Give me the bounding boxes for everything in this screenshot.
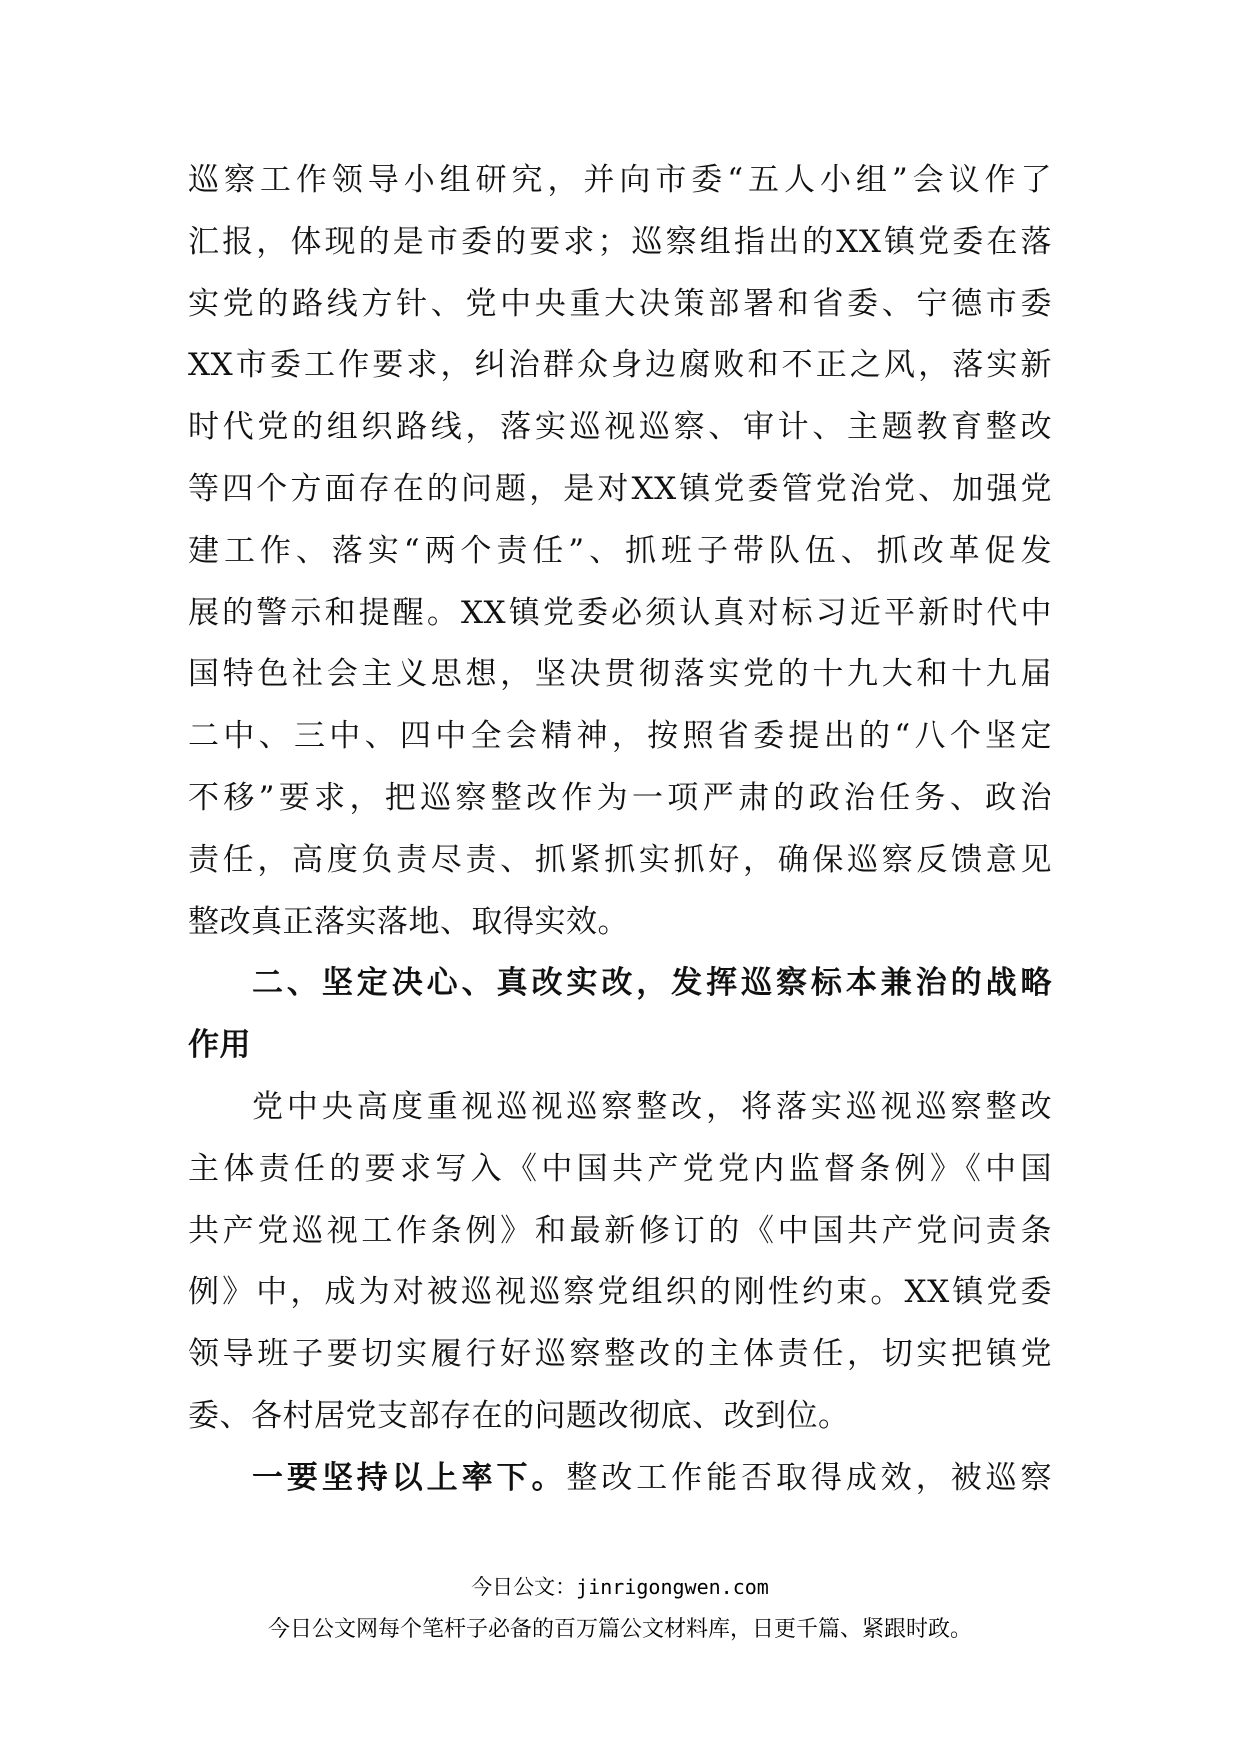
section-heading [188, 953, 1052, 1077]
text-line: 国特色社会主义思想，坚决贯彻落实党的十九大和十九届 [188, 656, 1052, 693]
text-line: 等四个方面存在的问题，是对XX镇党委管党治党、加强党 [188, 470, 1052, 507]
text-line: 整改真正落实落地、取得实效。 [188, 903, 629, 940]
footer-slogan: 今日公文网每个笔杆子必备的百万篇公文材料库，日更千篇、紧跟时政。 [267, 1617, 972, 1642]
text-line: 二中、三中、四中全会精神，按照省委提出的“八个坚定 [188, 718, 1052, 755]
text-line: 共产党巡视工作条例》和最新修订的《中国共产党问责条 [188, 1212, 1052, 1249]
text-line: 实党的路线方针、党中央重大决策部署和省委、宁德市委 [188, 285, 1052, 322]
heading-line: 作用 [188, 1027, 251, 1064]
text-line [188, 1448, 1052, 1510]
text-line: 时代党的组织路线，落实巡视巡察、审计、主题教育整改 [188, 409, 1052, 446]
text-line: 主体责任的要求写入《中国共产党党内监督条例》《中国 [188, 1150, 1052, 1187]
text-line: 汇报，体现的是市委的要求；巡察组指出的XX镇党委在落 [188, 223, 1052, 260]
text-line: 领导班子要切实履行好巡察整改的主体责任，切实把镇党 [188, 1336, 1052, 1373]
footer-site [0, 1571, 1240, 1601]
text-line: 建工作、落实“两个责任”、抓班子带队伍、抓改革促发 [188, 532, 1052, 569]
paragraph [188, 1077, 1052, 1448]
text-line: 党中央高度重视巡视巡察整改，将落实巡视巡察整改 [252, 1088, 1052, 1125]
paragraph [188, 150, 1052, 953]
bold-lead: 一要坚持以上率下。 [252, 1459, 567, 1496]
text-line: 展的警示和提醒。XX镇党委必须认真对标习近平新时代中 [188, 594, 1052, 631]
text-line: 巡察工作领导小组研究，并向市委“五人小组”会议作了 [188, 162, 1052, 198]
text-line: XX市委工作要求，纠治群众身边腐败和不正之风，落实新 [188, 347, 1052, 384]
text-line: 例》中，成为对被巡视巡察党组织的刚性约束。XX镇党委 [188, 1274, 1052, 1311]
site-label: 今日公文： [471, 1575, 577, 1599]
heading-line: 二、坚定决心、真改实改，发挥巡察标本兼治的战略 [252, 965, 1052, 1002]
text-line: 不移”要求，把巡察整改作为一项严肃的政治任务、政治 [188, 779, 1052, 816]
text-run: 整改工作能否取得成效，被巡察 [566, 1459, 1053, 1496]
document-body [188, 150, 1052, 1510]
paragraph [188, 1448, 1052, 1510]
text-line: 委、各村居党支部存在的问题改彻底、改到位。 [188, 1397, 850, 1434]
text-line: 责任，高度负责尽责、抓紧抓实抓好，确保巡察反馈意见 [188, 841, 1052, 878]
site-url-link[interactable]: jinrigongwen.com [576, 1575, 769, 1599]
